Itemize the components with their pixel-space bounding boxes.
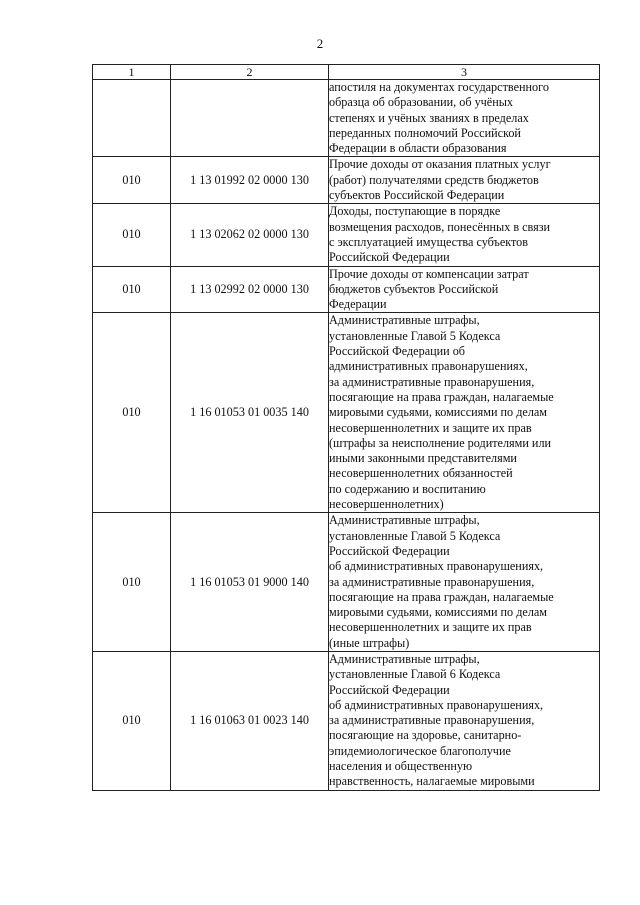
description-cell: апостиля на документах государственного образца об образовании, об учёных степенях и учёных званиях в пределах переданных полномочий Российской Федерации в области образования [329,80,600,157]
admin-code-cell [93,80,171,157]
description-cell: Доходы, поступающие в порядке возмещения расходов, понесённых в связи с эксплуатацией имущества субъектов Российской Федерации [329,204,600,266]
budget-code-cell [171,80,329,157]
budget-code-cell: 1 13 02062 02 0000 130 [171,204,329,266]
admin-code-cell: 010 [93,513,171,652]
table-row [93,157,600,204]
admin-code-cell: 010 [93,651,171,790]
description-cell: Прочие доходы от оказания платных услуг (работ) получателями средств бюджетов субъектов Российской Федерации [329,157,600,204]
page-number: 2 [316,36,324,51]
table-row [93,513,600,652]
header-col-1: 1 [93,65,171,80]
description-cell: Административные штрафы, установленные Главой 6 Кодекса Российской Федерации об административных правонарушениях, за административные правонарушения, посягающие на здоровье, санитарно- эпидемиологическое благополучие населения и общественную нравственность, налагаемые мировыми [329,651,600,790]
admin-code-cell: 010 [93,313,171,513]
header-col-2: 2 [171,65,329,80]
budget-code-cell: 1 13 02992 02 0000 130 [171,266,329,313]
description-cell: Административные штрафы, установленные Главой 5 Кодекса Российской Федерации об административных правонарушениях, за административные правонарушения, посягающие на права граждан, налагаемые мировыми судьями, комиссиями по делам несовершеннолетних и защите их прав (иные штрафы) [329,513,600,652]
header-col-3: 3 [329,65,600,80]
budget-code-cell: 1 13 01992 02 0000 130 [171,157,329,204]
budget-code-cell: 1 16 01063 01 0023 140 [171,651,329,790]
admin-code-cell: 010 [93,204,171,266]
table-row [93,313,600,513]
admin-code-cell: 010 [93,157,171,204]
table-row [93,80,600,157]
budget-code-cell: 1 16 01053 01 9000 140 [171,513,329,652]
budget-code-cell: 1 16 01053 01 0035 140 [171,313,329,513]
income-codes-table [92,64,600,791]
table-header-row [93,65,600,80]
table-row [93,651,600,790]
admin-code-cell: 010 [93,266,171,313]
table-row [93,204,600,266]
description-cell: Административные штрафы, установленные Главой 5 Кодекса Российской Федерации об административных правонарушениях, за административные правонарушения, посягающие на права граждан, налагаемые мировыми судьями, комиссиями по делам несовершеннолетних и защите их прав (штрафы за неисполнение родителями или иными законными представителями несовершеннолетних обязанностей по содержанию и воспитанию несовершеннолетних) [329,313,600,513]
table-row [93,266,600,313]
description-cell: Прочие доходы от компенсации затрат бюджетов субъектов Российской Федерации [329,266,600,313]
